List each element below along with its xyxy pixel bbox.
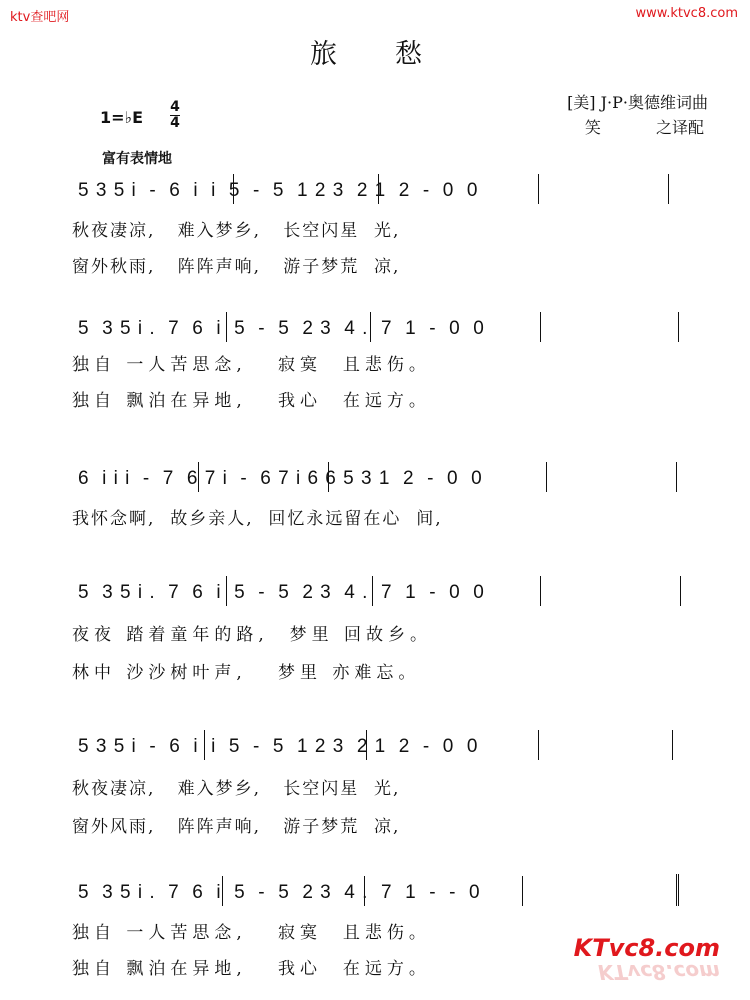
credit-translation: 笑 之译配: [584, 118, 704, 137]
lyric-row-4-verse-2: 林中 沙沙树叶声, 梦里 亦难忘。: [72, 663, 421, 683]
key-signature: 1=♭E: [100, 108, 144, 127]
watermark-right: www.ktvc8.com: [635, 6, 738, 21]
expression-mark: 富有表情地: [102, 151, 172, 167]
notes-row-3: 6 i i i - 7 6 7 i - 6 7 i 6 6 5 3 1 2 - 0 0: [78, 468, 483, 489]
lyric-row-5-verse-2: 窗外风雨, 阵阵声响, 游子梦荒 凉,: [72, 817, 401, 837]
notes-row-6: 5 3 5 i . 7 6 i 5 - 5 2 3 4 . 7 1 - - 0: [78, 882, 481, 903]
time-signature-bottom: 4: [170, 115, 180, 131]
site-logo: KTvc8.com: [573, 934, 720, 962]
lyric-row-2-verse-2: 独自 飘泊在异地, 我心 在远方。: [72, 391, 431, 411]
lyric-row-4-verse-1: 夜夜 踏着童年的路, 梦里 回故乡。: [72, 625, 433, 645]
time-signature-top: 4: [170, 99, 180, 115]
song-title: 旅愁: [310, 39, 480, 70]
notes-row-4: 5 3 5 i . 7 6 i 5 - 5 2 3 4 . 7 1 - 0 0: [78, 582, 485, 603]
lyric-row-2-verse-1: 独自 一人苦思念, 寂寞 且悲伤。: [72, 355, 431, 375]
credit-lyrics-music: [美] J·P·奥德维词曲: [567, 93, 708, 112]
lyric-row-5-verse-1: 秋夜凄凉, 难入梦乡, 长空闪星 光,: [72, 779, 401, 799]
lyric-row-6-verse-2: 独自 飘泊在异地, 我心 在远方。: [72, 959, 431, 979]
time-signature: [170, 100, 180, 131]
notes-row-2: 5 3 5 i . 7 6 i 5 - 5 2 3 4 . 7 1 - 0 0: [78, 318, 485, 339]
watermark-left: ktv查吧网: [10, 10, 70, 25]
lyric-row-1-verse-1: 秋夜凄凉, 难入梦乡, 长空闪星 光,: [72, 221, 401, 241]
lyric-row-6-verse-1: 独自 一人苦思念, 寂寞 且悲伤。: [72, 923, 431, 943]
lyric-row-1-verse-2: 窗外秋雨, 阵阵声响, 游子梦荒 凉,: [72, 257, 401, 277]
notes-row-5: 5 3 5 i - 6 i i 5 - 5 1 2 3 2 1 2 - 0 0: [78, 736, 479, 757]
notes-row-1: 5 3 5 i - 6 i i 5 - 5 1 2 3 2 1 2 - 0 0: [78, 180, 479, 201]
lyric-row-3-verse-1: 我怀念啊, 故乡亲人, 回忆永远留在心 间,: [72, 509, 443, 529]
site-logo-reflection: KTvc8.com: [598, 960, 720, 984]
